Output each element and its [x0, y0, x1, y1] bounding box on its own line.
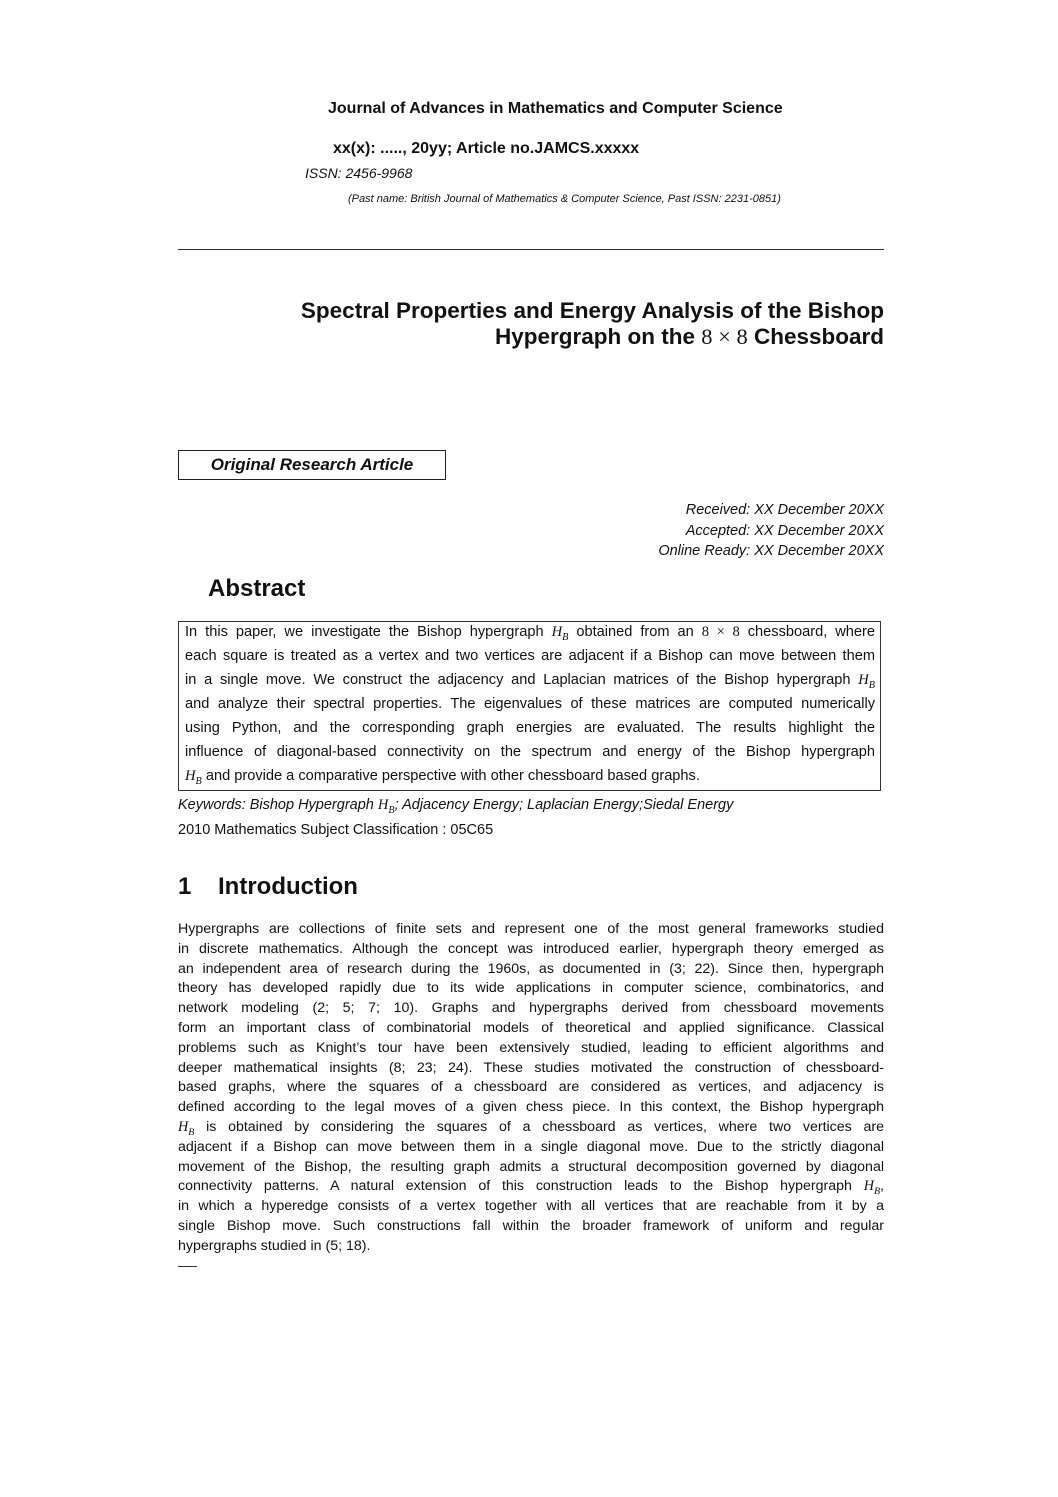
- text-segment: in discrete mathematics. Although the concept was introduced earlier, hypergraph theory emerged as: [178, 940, 884, 957]
- text-line: [185, 648, 875, 664]
- footnote-rule: [178, 1266, 197, 1267]
- text-segment: obtained from an: [568, 624, 702, 640]
- accepted-date: Accepted: XX December 20XX: [685, 522, 884, 539]
- header-rule: [178, 249, 884, 250]
- math-base: H: [858, 672, 869, 688]
- text-segment: connectivity patterns. A natural extension of this construction leads to the Bishop hypergraph: [178, 1178, 864, 1195]
- text-segment: an independent area of research during the 1960s, as documented in (3; 22). Since then, hypergraph: [178, 960, 884, 977]
- keywords-math: [377, 797, 395, 816]
- math-base: H: [185, 768, 196, 784]
- text-line: [178, 1238, 884, 1254]
- text-line: [178, 921, 884, 937]
- text-line: [185, 624, 875, 643]
- text-line: [178, 941, 884, 957]
- text-segment: hypergraphs studied in (5; 18).: [178, 1237, 371, 1254]
- text-line: [178, 1020, 884, 1036]
- title-line-2: [495, 324, 884, 350]
- math-subscript: B: [562, 631, 569, 643]
- text-segment: 8 × 8: [701, 624, 740, 640]
- article-type-badge: Original Research Article: [178, 450, 446, 480]
- title-math: 8 × 8: [701, 324, 748, 349]
- math-subscript: B: [873, 1186, 881, 1198]
- abstract-heading: Abstract: [208, 575, 306, 602]
- math-symbol: [858, 672, 875, 691]
- text-segment: is obtained by considering the squares of a chessboard as vertices, where two vertices are: [194, 1119, 884, 1135]
- text-line: [185, 720, 875, 736]
- keywords-text: Keywords: Bishop Hypergraph: [178, 797, 378, 813]
- math-base: H: [178, 1119, 189, 1135]
- math-symbol: [551, 624, 569, 643]
- title-text: Hypergraph on the: [494, 324, 702, 349]
- text-segment: influence of diagonal-based connectivity on the spectrum and energy of the Bishop hypergraph: [185, 744, 875, 760]
- math-symbol: H: [377, 797, 389, 813]
- math-subscript: B: [388, 804, 395, 816]
- text-line: [185, 744, 875, 760]
- text-segment: in which a hyperedge consists of a vertex together with all vertices that are reachable from it by a: [178, 1198, 884, 1215]
- text-segment: defined according to the legal moves of a given chess piece. In this context, the Bishop hypergraph: [178, 1099, 884, 1116]
- text-segment: each square is treated as a vertex and two vertices are adjacent if a Bishop can move between them: [185, 648, 875, 664]
- math-symbol: [178, 1119, 195, 1138]
- received-date: Received: XX December 20XX: [685, 502, 884, 518]
- text-line: [178, 980, 884, 996]
- keywords-text: ; Adjacency Energy; Laplacian Energy;Siedal Energy: [394, 797, 734, 813]
- text-segment: Hypergraphs are collections of finite sets and represent one of the most general frameworks studied: [178, 921, 884, 937]
- section-number: 1: [178, 873, 192, 900]
- text-segment: and provide a comparative perspective with other chessboard based graphs.: [201, 768, 700, 784]
- abstract-box: [178, 621, 881, 791]
- keywords: [178, 797, 733, 816]
- math-symbol: [185, 768, 202, 787]
- text-segment: chessboard, where: [739, 624, 875, 640]
- section-title: Introduction: [218, 873, 358, 900]
- text-line: [178, 1119, 884, 1138]
- past-name: (Past name: British Journal of Mathematics & Computer Science, Past ISSN: 2231-0851): [348, 193, 781, 205]
- math-subscript: B: [195, 775, 202, 787]
- online-date: Online Ready: XX December 20XX: [658, 543, 884, 559]
- subject-classification: 2010 Mathematics Subject Classification : 05C65: [178, 822, 494, 838]
- text-segment: movement of the Bishop, the resulting graph admits a structural decomposition governed by diagonal: [178, 1158, 884, 1175]
- title-line-1: Spectral Properties and Energy Analysis of the Bishop: [300, 298, 884, 323]
- text-segment: deeper mathematical insights (8; 23; 24). These studies motivated the construction of chessboard-: [178, 1059, 884, 1076]
- text-segment: in a single move. We construct the adjacency and Laplacian matrices of the Bishop hypergraph: [185, 672, 859, 688]
- text-segment: based graphs, where the squares of a chessboard are considered as vertices, and adjacency is: [178, 1079, 884, 1096]
- math-symbol: [863, 1178, 881, 1198]
- text-segment: using Python, and the corresponding graph energies are evaluated. The results highlight the: [185, 720, 875, 736]
- text-segment: ,: [880, 1178, 884, 1195]
- dates: [658, 500, 884, 562]
- text-segment: network modeling (2; 5; 7; 10). Graphs and hypergraphs derived from chessboard movements: [178, 1000, 884, 1017]
- text-line: [178, 1198, 884, 1214]
- math-subscript: B: [868, 679, 875, 691]
- text-line: [178, 961, 884, 977]
- math-base: H: [551, 624, 563, 640]
- text-line: [178, 1040, 884, 1056]
- text-line: [178, 1218, 884, 1234]
- text-line: [185, 672, 875, 691]
- title-text: Chessboard: [747, 324, 884, 349]
- text-segment: In this paper, we investigate the Bishop hypergraph: [185, 624, 552, 640]
- text-line: [178, 1079, 884, 1095]
- text-segment: and analyze their spectral properties. The eigenvalues of these matrices are computed numerically: [185, 696, 875, 712]
- text-segment: form an important class of combinatorial models of theoretical and applied significance. Classical: [178, 1020, 884, 1036]
- text-segment: adjacent if a Bishop can move between them in a single diagonal move. Due to the strictly diagonal: [178, 1138, 884, 1155]
- text-line: [178, 1139, 884, 1155]
- text-segment: theory has developed rapidly due to its wide applications in computer science, combinatorics, and: [178, 980, 884, 997]
- text-line: [185, 696, 875, 712]
- text-line: [178, 1000, 884, 1016]
- text-line: [178, 1178, 884, 1197]
- text-line: [178, 1099, 884, 1115]
- text-line: [185, 768, 875, 787]
- text-segment: single Bishop move. Such constructions fall within the broader framework of uniform and regular: [178, 1218, 884, 1234]
- text-line: [178, 1159, 884, 1175]
- text-line: [178, 1060, 884, 1076]
- issn: ISSN: 2456-9968: [305, 165, 413, 181]
- section-heading-introduction: [178, 873, 358, 901]
- math-base: H: [863, 1178, 874, 1195]
- text-segment: problems such as Knight’s tour have been extensively studied, leading to efficient algorithms and: [178, 1039, 884, 1056]
- journal-name: Journal of Advances in Mathematics and Computer Science: [328, 100, 783, 117]
- math-subscript: B: [188, 1126, 195, 1138]
- volume-info: xx(x): ....., 20yy; Article no.JAMCS.xxxxx: [333, 140, 640, 157]
